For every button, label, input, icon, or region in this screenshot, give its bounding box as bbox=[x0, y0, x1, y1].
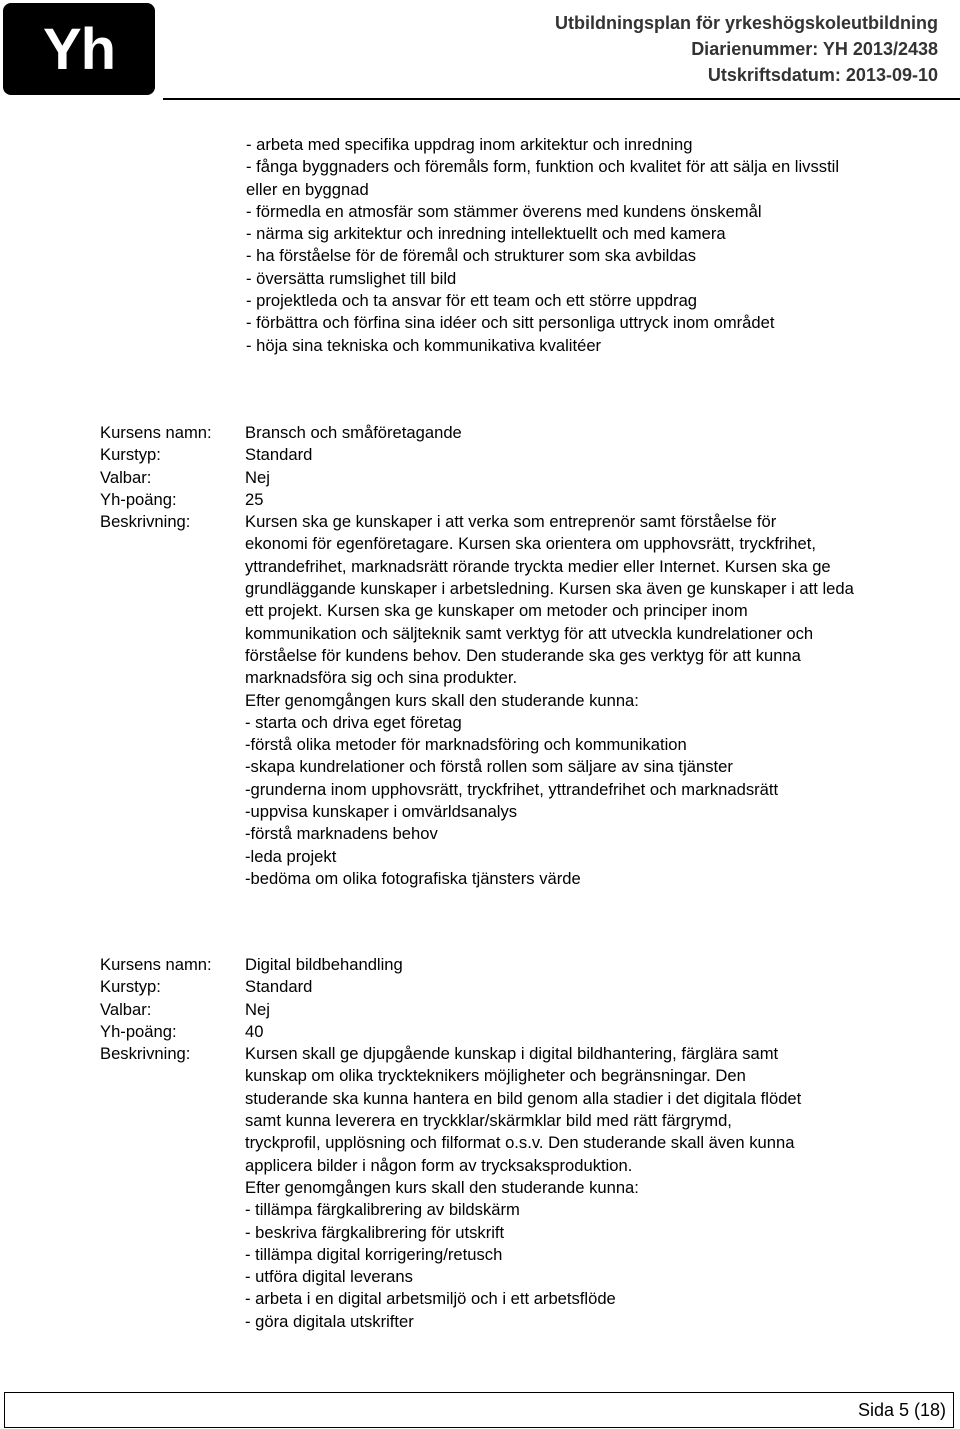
description-line: ett projekt. Kursen ska ge kunskaper om metoder och principer inom bbox=[245, 601, 748, 621]
course-type: Standard bbox=[245, 445, 313, 465]
course-description bbox=[245, 1043, 801, 1333]
intro-line: - förbättra och förfina sina idéer och sitt personliga uttryck inom området bbox=[246, 313, 775, 333]
description-line: - starta och driva eget företag bbox=[245, 712, 462, 732]
intro-line: - ha förståelse för de föremål och strukturer som ska avbildas bbox=[246, 246, 697, 266]
description-line: marknadsföra sig och sina produkter. bbox=[245, 668, 518, 688]
course-elective-label: Valbar: bbox=[100, 467, 152, 487]
course-name: Bransch och småföretagande bbox=[245, 423, 462, 442]
course-name-label: Kursens namn: bbox=[100, 955, 212, 974]
course-points-label: Yh-poäng: bbox=[100, 1021, 177, 1041]
description-line: Kursen skall ge djupgående kunskap i digital bildhantering, färglära samt bbox=[245, 1044, 779, 1064]
course-elective-label: Valbar: bbox=[100, 999, 152, 1019]
course-description-label: Beskrivning: bbox=[100, 512, 191, 532]
intro-line: eller en byggnad bbox=[246, 179, 369, 199]
description-line: samt kunna leverera en tryckklar/skärmklar bild med rätt färgrymd, bbox=[245, 1111, 732, 1131]
course-points-label: Yh-poäng: bbox=[100, 489, 177, 509]
intro-line: - höja sina tekniska och kommunikativa kvalitéer bbox=[246, 335, 602, 355]
description-line: ekonomi för egenföretagare. Kursen ska orientera om upphovsrätt, tryckfrihet, bbox=[245, 534, 816, 554]
intro-line: - projektleda och ta ansvar för ett team och ett större uppdrag bbox=[246, 291, 698, 311]
document-header bbox=[555, 10, 938, 88]
header-title: Utbildningsplan för yrkeshögskoleutbildning bbox=[554, 13, 938, 33]
description-line: - beskriva färgkalibrering för utskrift bbox=[245, 1222, 505, 1242]
course-elective: Nej bbox=[245, 467, 270, 487]
description-line: -leda projekt bbox=[245, 846, 337, 866]
course-description bbox=[245, 511, 854, 890]
description-line: studerande ska kunna hantera en bild genom alla stadier i det digitala flödet bbox=[245, 1088, 802, 1108]
description-line: -uppvisa kunskaper i omvärldsanalys bbox=[245, 802, 518, 822]
yh-logo bbox=[3, 3, 155, 95]
description-line: förståelse för kundens behov. Den studerande ska ges verktyg för att kunna bbox=[245, 645, 801, 665]
header-rule bbox=[163, 98, 960, 100]
course-section bbox=[100, 422, 854, 890]
course-type-label: Kurstyp: bbox=[100, 977, 161, 997]
course-points: 40 bbox=[245, 1021, 264, 1041]
header-print-date: Utskriftsdatum: 2013-09-10 bbox=[707, 65, 938, 85]
description-line: yttrandefrihet, marknadsrätt rörande tryckta medier eller Internet. Kursen ska ge bbox=[245, 556, 831, 576]
description-line: - tillämpa digital korrigering/retusch bbox=[245, 1244, 503, 1264]
description-line: - göra digitala utskrifter bbox=[245, 1311, 414, 1331]
course-description-label: Beskrivning: bbox=[100, 1044, 191, 1064]
description-line: kunskap om olika tryckteknikers möjligheter och begränsningar. Den bbox=[245, 1066, 746, 1086]
intro-line: - arbeta med specifika uppdrag inom arkitektur och inredning bbox=[246, 135, 693, 154]
course-type-label: Kurstyp: bbox=[100, 445, 161, 465]
course-section bbox=[100, 954, 801, 1333]
description-line: -förstå marknadens behov bbox=[245, 824, 438, 844]
description-line: tryckprofil, upplösning och filformat o.s.v. Den studerande skall även kunna bbox=[245, 1133, 795, 1153]
description-line: -grunderna inom upphovsrätt, tryckfrihet, yttrandefrihet och marknadsrätt bbox=[245, 779, 779, 799]
intro-line: - översätta rumslighet till bild bbox=[246, 268, 457, 288]
intro-line: - förmedla en atmosfär som stämmer överens med kundens önskemål bbox=[246, 201, 762, 221]
course-name: Digital bildbehandling bbox=[245, 955, 403, 974]
course-points: 25 bbox=[245, 489, 264, 509]
description-line: grundläggande kunskaper i arbetsledning. Kursen ska även ge kunskaper i att leda bbox=[245, 579, 854, 599]
description-line: -bedöma om olika fotografiska tjänsters värde bbox=[245, 868, 581, 888]
description-line: -förstå olika metoder för marknadsföring och kommunikation bbox=[245, 735, 687, 755]
intro-line: - närma sig arkitektur och inredning intellektuellt och med kamera bbox=[246, 224, 726, 244]
description-line: Efter genomgången kurs skall den studerande kunna: bbox=[245, 1177, 639, 1197]
header-diarienummer: Diarienummer: YH 2013/2438 bbox=[691, 39, 938, 59]
logo-text: Yh bbox=[42, 16, 116, 82]
footer bbox=[4, 1392, 954, 1428]
description-line: - tillämpa färgkalibrering av bildskärm bbox=[245, 1200, 520, 1220]
course-type: Standard bbox=[245, 977, 313, 997]
description-line: applicera bilder i någon form av trycksaksproduktion. bbox=[245, 1155, 633, 1175]
course-elective: Nej bbox=[245, 999, 270, 1019]
intro-list bbox=[246, 134, 839, 357]
description-line: - arbeta i en digital arbetsmiljö och i ett arbetsflöde bbox=[245, 1289, 616, 1309]
description-line: kommunikation och säljteknik samt verktyg för att utveckla kundrelationer och bbox=[245, 623, 814, 643]
description-line: - utföra digital leverans bbox=[245, 1267, 413, 1287]
page-number: Sida 5 (18) bbox=[857, 1400, 946, 1420]
intro-line: - fånga byggnaders och föremåls form, funktion och kvalitet för att sälja en livsstil bbox=[246, 157, 840, 177]
course-name-label: Kursens namn: bbox=[100, 423, 212, 442]
description-line: -skapa kundrelationer och förstå rollen som säljare av sina tjänster bbox=[245, 757, 733, 777]
description-line: Kursen ska ge kunskaper i att verka som entreprenör samt förståelse för bbox=[245, 512, 777, 532]
description-line: Efter genomgången kurs skall den studerande kunna: bbox=[245, 690, 639, 710]
